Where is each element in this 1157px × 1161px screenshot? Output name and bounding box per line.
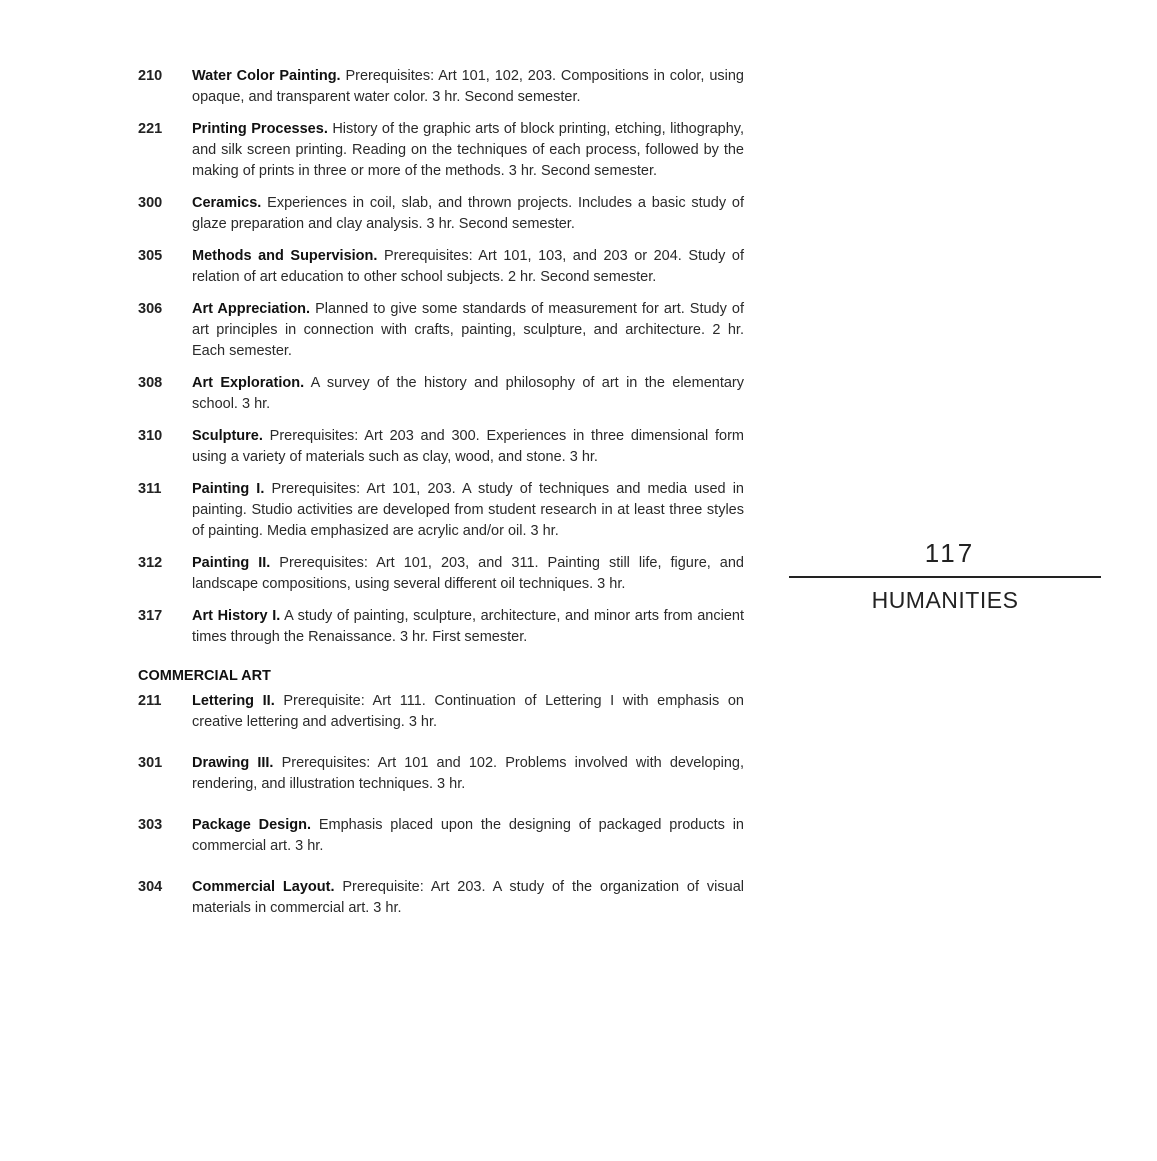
page-marker xyxy=(789,537,1101,614)
section-title: HUMANITIES xyxy=(871,587,1019,613)
course-description xyxy=(192,753,744,795)
course-listing xyxy=(138,66,744,930)
course-description xyxy=(192,606,744,648)
course-number: 303 xyxy=(138,817,163,833)
course-text: Prerequisites: Art 203 and 300. Experiences in three dimensional form using a variety of materials such as clay, wood, and stone. 3 hr. xyxy=(192,428,744,465)
course-number: 210 xyxy=(138,68,163,84)
course-description xyxy=(192,553,744,595)
course-entry xyxy=(138,246,744,288)
course-entry xyxy=(138,426,744,468)
course-description xyxy=(192,877,744,919)
course-entry xyxy=(138,753,744,795)
course-text: Prerequisites: Art 101, 103, and 203 or 204. Study of relation of art education to other school subjects. 2 hr. Second semester. xyxy=(192,248,745,285)
course-description xyxy=(192,299,744,362)
course-description xyxy=(192,246,744,288)
course-entry xyxy=(138,119,744,182)
course-description xyxy=(192,426,744,468)
course-text: Prerequisite: Art 203. A study of the organization of visual materials in commercial art. 3 hr. xyxy=(192,879,744,916)
course-title: Printing Processes. xyxy=(192,121,328,137)
course-text: Prerequisites: Art 101, 203, and 311. Painting still life, figure, and landscape compositions, using several different oil techniques. 3 hr. xyxy=(192,555,744,592)
course-entry xyxy=(138,815,744,857)
course-entry xyxy=(138,691,744,733)
section-heading: COMMERCIAL ART xyxy=(138,668,271,684)
divider-rule xyxy=(789,576,1101,578)
course-text: Emphasis placed upon the designing of packaged products in commercial art. 3 hr. xyxy=(192,817,744,854)
course-title: Art Appreciation. xyxy=(192,301,311,317)
course-title: Lettering II. xyxy=(192,693,275,709)
course-text: Planned to give some standards of measurement for art. Study of art principles in connection with crafts, painting, sculpture, and architecture. 2 hr. Each semester. xyxy=(192,301,744,359)
course-text: Prerequisite: Art 111. Continuation of Lettering I with emphasis on creative lettering and advertising. 3 hr. xyxy=(192,693,744,730)
course-entry xyxy=(138,606,744,648)
course-entry xyxy=(138,66,744,108)
course-title: Art Exploration. xyxy=(192,375,305,391)
course-title: Commercial Layout. xyxy=(192,879,335,895)
course-title: Painting I. xyxy=(192,481,265,497)
course-description xyxy=(192,66,744,108)
course-title: Ceramics. xyxy=(192,195,262,211)
course-number: 310 xyxy=(138,428,163,444)
course-number: 305 xyxy=(138,248,163,264)
course-number: 306 xyxy=(138,301,163,317)
course-number: 301 xyxy=(138,755,163,771)
course-text: Prerequisites: Art 101 and 102. Problems involved with developing, rendering, and illustration techniques. 3 hr. xyxy=(192,755,745,792)
course-entry xyxy=(138,299,744,362)
course-text: Experiences in coil, slab, and thrown projects. Includes a basic study of glaze preparation and clay analysis. 3 hr. Second semester. xyxy=(192,195,744,232)
course-entry xyxy=(138,193,744,235)
course-title: Water Color Painting. xyxy=(192,68,341,84)
course-title: Methods and Supervision. xyxy=(192,248,378,264)
course-entry xyxy=(138,373,744,415)
course-description xyxy=(192,193,744,235)
page-number: 117 xyxy=(924,538,976,568)
course-title: Art History I. xyxy=(192,608,281,624)
course-description xyxy=(192,691,744,733)
course-title: Package Design. xyxy=(192,817,312,833)
course-number: 317 xyxy=(138,608,163,624)
course-entry xyxy=(138,479,744,542)
course-number: 300 xyxy=(138,195,163,211)
course-title: Sculpture. xyxy=(192,428,263,444)
course-number: 221 xyxy=(138,121,163,137)
course-number: 304 xyxy=(138,879,163,895)
course-description xyxy=(192,815,744,857)
course-description xyxy=(192,479,744,542)
course-number: 308 xyxy=(138,375,163,391)
course-description xyxy=(192,119,744,182)
course-text: History of the graphic arts of block printing, etching, lithography, and silk screen printing. Reading on the techniques of each process, followed by the making of prints in three or more of the methods. 3 hr. Second semester. xyxy=(192,121,744,179)
course-entry xyxy=(138,553,744,595)
course-text: Prerequisites: Art 101, 203. A study of techniques and media used in painting. Studio activities are developed from student research in at least three styles of painting. Media emphasized are acrylic and/or oil. 3 hr. xyxy=(192,481,744,539)
course-title: Drawing III. xyxy=(192,755,274,771)
course-number: 311 xyxy=(138,481,162,497)
course-text: Prerequisites: Art 101, 102, 203. Compositions in color, using opaque, and transparent water color. 3 hr. Second semester. xyxy=(192,68,744,105)
course-text: A survey of the history and philosophy of art in the elementary school. 3 hr. xyxy=(192,375,744,412)
course-number: 312 xyxy=(138,555,163,571)
course-title: Painting II. xyxy=(192,555,271,571)
course-entry xyxy=(138,877,744,919)
course-description xyxy=(192,373,744,415)
course-number: 211 xyxy=(138,693,162,709)
course-text: A study of painting, sculpture, architecture, and minor arts from ancient times through the Renaissance. 3 hr. First semester. xyxy=(192,608,745,645)
